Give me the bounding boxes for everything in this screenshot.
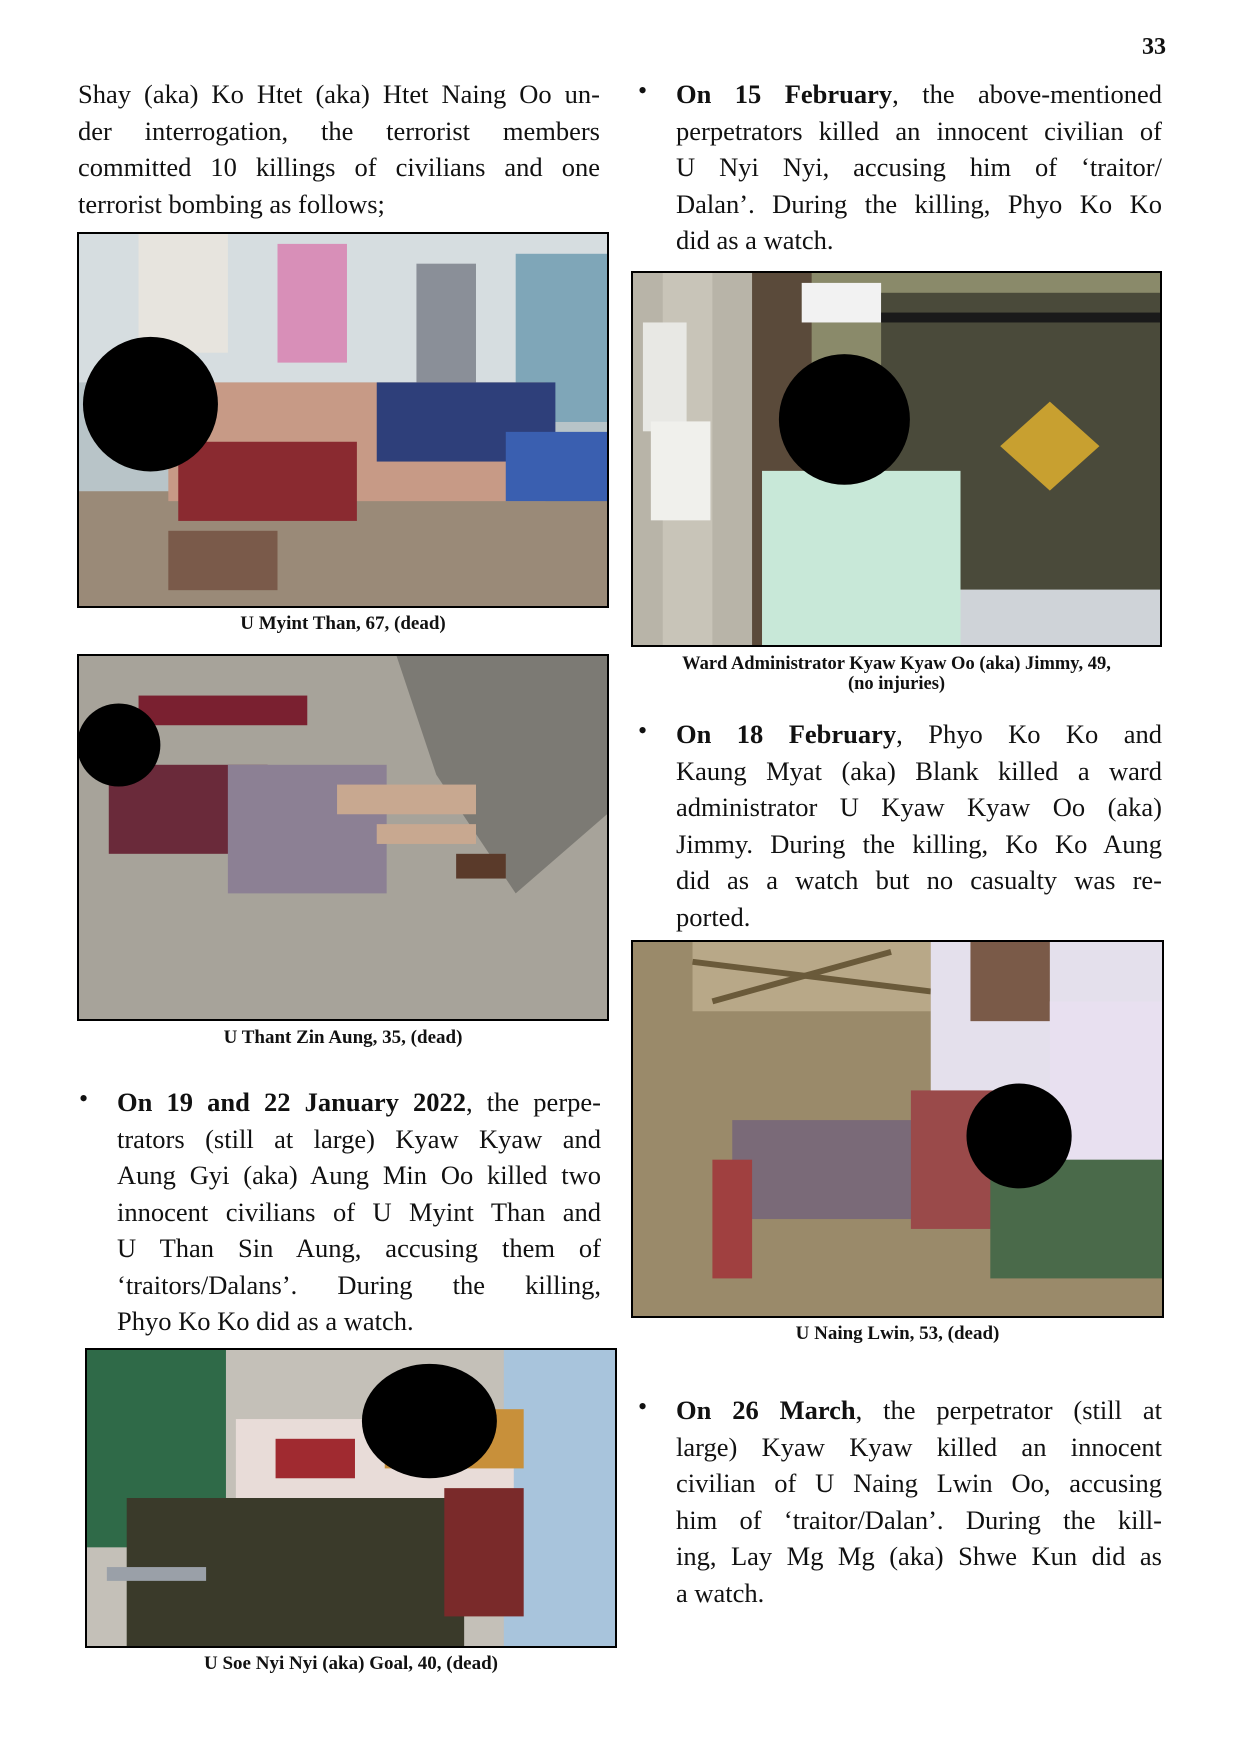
bullet-line: Kaung Myat (aka) Blank killed a ward bbox=[676, 755, 1162, 786]
bullet-february-18 bbox=[676, 716, 1162, 935]
bullet-february-15 bbox=[676, 76, 1162, 259]
bullet-line: ported. bbox=[676, 901, 751, 932]
intro-line: committed 10 killings of civilians and one bbox=[78, 152, 600, 182]
intro-line: der interrogation, the terrorist members bbox=[78, 115, 600, 146]
photo-victim-1 bbox=[77, 232, 609, 608]
bullet-line: Phyo Ko Ko did as a watch. bbox=[117, 1306, 414, 1336]
photo-victim-3-image bbox=[87, 1350, 615, 1646]
bullet-date: On 15 February bbox=[676, 79, 893, 109]
bullet-line: U Nyi Nyi, accusing him of ‘traitor/ bbox=[676, 152, 1162, 182]
photo-victim-1-caption: U Myint Than, 67, (dead) bbox=[240, 613, 446, 634]
bullet-line: did as a watch but no casualty was re- bbox=[676, 865, 1162, 895]
photo-victim-4 bbox=[631, 271, 1162, 647]
bullet-marker: • bbox=[638, 716, 648, 745]
intro-line: terrorist bombing as follows; bbox=[78, 188, 385, 219]
bullet-line: innocent civilians of U Myint Than and bbox=[117, 1196, 601, 1227]
bullet-line: ing, Lay Mg Mg (aka) Shwe Kun did as bbox=[676, 1541, 1162, 1571]
bullet-line: perpetrators killed an innocent civilian of bbox=[676, 115, 1162, 146]
photo-victim-5-caption: U Naing Lwin, 53, (dead) bbox=[795, 1323, 1000, 1344]
bullet-line: civilian of U Naing Lwin Oo, accusing bbox=[676, 1468, 1162, 1498]
bullet-line: administrator U Kyaw Kyaw Oo (aka) bbox=[676, 792, 1162, 822]
page-number: 33 bbox=[1142, 34, 1166, 60]
bullet-line: Jimmy. During the killing, Ko Ko Aung bbox=[676, 828, 1162, 859]
bullet-date: On 26 March bbox=[676, 1395, 856, 1425]
bullet-march-26 bbox=[676, 1392, 1162, 1611]
photo-victim-4-image bbox=[633, 273, 1160, 645]
bullet-line: trators (still at large) Kyaw Kyaw and bbox=[117, 1123, 601, 1154]
bullet-date: On 19 and 22 January 2022 bbox=[117, 1087, 467, 1117]
bullet-line: On 18 February, Phyo Ko Ko and bbox=[676, 719, 1162, 749]
bullet-line: U Than Sin Aung, accusing them of bbox=[117, 1233, 601, 1263]
intro-paragraph bbox=[78, 76, 600, 222]
bullet-line: On 26 March, the perpetrator (still at bbox=[676, 1395, 1162, 1425]
bullet-marker: • bbox=[638, 1392, 648, 1421]
bullet-january bbox=[117, 1084, 601, 1340]
bullet-line: did as a watch. bbox=[676, 225, 834, 255]
bullet-marker: • bbox=[638, 76, 648, 105]
bullet-line: ‘traitors/Dalans’. During the killing, bbox=[117, 1269, 601, 1300]
intro-line: Shay (aka) Ko Htet (aka) Htet Naing Oo un- bbox=[78, 79, 600, 109]
photo-victim-2 bbox=[77, 654, 609, 1021]
photo-victim-5-image bbox=[633, 942, 1162, 1316]
photo-victim-2-image bbox=[79, 656, 607, 1019]
caption-line: (no injuries) bbox=[847, 674, 946, 694]
photo-victim-4-caption bbox=[631, 654, 1162, 694]
photo-victim-5 bbox=[631, 940, 1164, 1318]
bullet-line: On 19 and 22 January 2022, the perpe- bbox=[117, 1087, 601, 1117]
caption-line: Ward Administrator Kyaw Kyaw Oo (aka) Jimmy, 49, bbox=[682, 654, 1111, 674]
photo-victim-3 bbox=[85, 1348, 617, 1648]
bullet-line: Dalan’. During the killing, Phyo Ko Ko bbox=[676, 188, 1162, 219]
bullet-line: a watch. bbox=[676, 1577, 765, 1608]
bullet-line: him of ‘traitor/Dalan’. During the kill- bbox=[676, 1504, 1162, 1535]
bullet-marker: • bbox=[79, 1084, 89, 1113]
photo-victim-2-caption: U Thant Zin Aung, 35, (dead) bbox=[223, 1027, 463, 1048]
bullet-line: On 15 February, the above-mentioned bbox=[676, 79, 1162, 109]
photo-victim-3-caption: U Soe Nyi Nyi (aka) Goal, 40, (dead) bbox=[204, 1653, 498, 1674]
photo-victim-1-image bbox=[79, 234, 607, 606]
bullet-date: On 18 February bbox=[676, 719, 897, 749]
bullet-line: large) Kyaw Kyaw killed an innocent bbox=[676, 1431, 1162, 1462]
bullet-line: Aung Gyi (aka) Aung Min Oo killed two bbox=[117, 1160, 601, 1190]
